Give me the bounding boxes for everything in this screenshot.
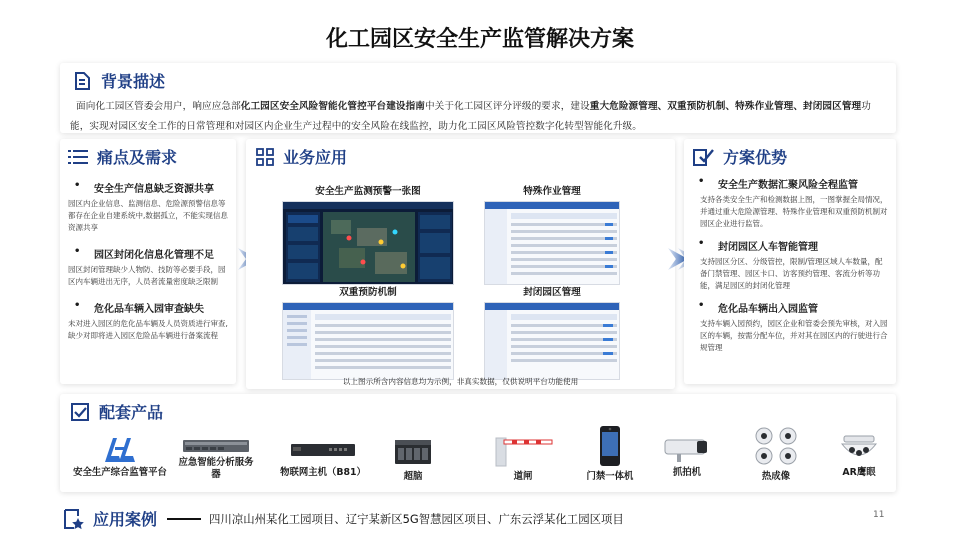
- dash-divider: [167, 518, 201, 520]
- pain-item-title: 危化品车辆入园审查缺失: [94, 304, 204, 315]
- product-item: [482, 430, 564, 483]
- page-number: 11: [873, 510, 885, 520]
- cases-heading-text: 应用案例: [93, 510, 158, 529]
- advantage-item-title: 封闭园区人车智能管理: [718, 242, 818, 253]
- background-heading: [74, 69, 886, 92]
- super-brain-nvr-icon: [393, 434, 433, 468]
- product-label: 门禁一体机: [586, 471, 634, 482]
- advantage-item-desc: 支持车辆入园预约，园区企业和管委会预先审核，对入园区的车辆，按需分配车位，并对其在园区内的行驶进行合规管理: [700, 319, 888, 352]
- product-item: [830, 432, 888, 479]
- disclaimer-note: 以上图示所含内容信息均为示例，非真实数据，仅供说明平台功能使用: [342, 377, 579, 386]
- bg-text-part: 面向化工园区管委会用户，响应应急部: [76, 101, 241, 112]
- cases-section: [62, 507, 624, 530]
- product-label: 超脑: [403, 471, 423, 482]
- product-item: [388, 434, 438, 483]
- pain-item-title: 安全生产信息缺乏资源共享: [94, 184, 214, 195]
- bg-text-part: 功能，实现对园区安全工作的日常管理和对园区内企业生产过程中的安全风险在线监控，助力化工园区风险管控数字化转型智能化升级。: [70, 101, 871, 132]
- background-heading-text: 背景描述: [101, 72, 166, 91]
- rack-server-icon: [182, 438, 250, 454]
- bg-text-part: 中关于化工园区评分评级的要求，建设: [424, 101, 590, 112]
- business-heading-text: 业务应用: [283, 148, 348, 167]
- bullet-camera-icon: [661, 434, 713, 464]
- access-terminal-icon: [598, 424, 622, 468]
- bg-text-part-bold: 重大危险源管理、双重预防机制、特殊作业管理、封闭园区管理: [589, 101, 862, 112]
- product-item: [178, 438, 254, 481]
- bg-text-part-bold: 化工园区安全风险智能化管控平台建设指南: [240, 101, 425, 112]
- dashboard-image: [282, 201, 454, 285]
- screenshot-closed-park: [484, 284, 620, 380]
- pain-heading: [68, 145, 228, 168]
- product-label: AR鹰眼: [842, 467, 876, 478]
- pain-item: • 危化品车辆入园审查缺失 未对进入园区的危化品车辆及人员资质进行审查,缺少对即将进入园区危险品车辆进行备案流程: [68, 300, 228, 340]
- screenshot-caption: 安全生产监测预警一张图: [315, 186, 421, 197]
- product-item: [272, 438, 374, 479]
- products-heading-text: 配套产品: [99, 403, 164, 422]
- document-icon: [74, 71, 92, 91]
- barrier-gate-icon: [492, 430, 554, 468]
- screenshot-dual-prevention: [282, 284, 454, 380]
- business-heading: [256, 145, 665, 168]
- table-screenshot-image: [282, 302, 454, 380]
- advantage-item: • 危化品车辆出入园监管 支持车辆入园预约，园区企业和管委会预先审核，对入园区的车辆，按需分配车位，并对其在园区内的行驶进行合规管理: [692, 300, 888, 354]
- checkbox-icon: [70, 402, 90, 422]
- screenshot-monitoring: [282, 183, 454, 285]
- screenshot-caption: 特殊作业管理: [523, 186, 581, 197]
- pain-item-desc: 园区内企业信息、监测信息、危险源预警信息等都存在企业自建系统中,数据孤立，不能实现信息资源共享: [68, 199, 228, 232]
- product-label: 道闸: [513, 471, 533, 482]
- list-icon: [68, 149, 88, 165]
- product-label: 物联网主机（B81）: [280, 467, 366, 478]
- product-label: 热成像: [761, 471, 791, 482]
- screenshot-caption: 封闭园区管理: [523, 287, 581, 298]
- pain-item-title: 园区封闭化信息化管理不足: [94, 250, 214, 261]
- advantages-heading: [692, 145, 888, 168]
- page-title: 化工园区安全生产监管解决方案: [325, 27, 634, 52]
- table-screenshot-image: [484, 302, 620, 380]
- advantage-item-title: 安全生产数据汇聚风险全程监管: [718, 180, 858, 191]
- advantage-item-title: 危化品车辆出入园监管: [718, 304, 818, 315]
- product-item: [574, 424, 646, 483]
- cases-heading: [62, 507, 157, 530]
- advantage-item: • 安全生产数据汇聚风险全程监管 支持各类安全生产和检测数据上图，一图掌握全局情况，并通过重大危险源管理、特殊作业管理和双重预防机制对园区企业进行监管。: [692, 176, 888, 230]
- pain-panel: [60, 139, 236, 384]
- product-item: [748, 424, 804, 483]
- advantage-item-desc: 支持园区分区、分级管控，限制/管理区域人车数量，配备门禁管理、园区卡口、访客预约管理、客流分析等功能，满足园区的封闭化管理: [700, 257, 883, 290]
- advantages-heading-text: 方案优势: [723, 148, 788, 167]
- product-label: 应急智能分析服务器: [178, 457, 254, 480]
- pain-item-desc: 园区封闭管理缺少人物防、技防等必要手段，园区内车辆进出无序，人员者流量密度缺乏限制: [68, 265, 226, 286]
- advantages-panel: [684, 139, 896, 384]
- iot-host-icon: [289, 438, 357, 464]
- advantage-item: • 封闭园区人车智能管理 支持园区分区、分级管控，限制/管理区域人车数量，配备门禁管理、园区卡口、访客预约管理、客流分析等功能，满足园区的封闭化管理: [692, 238, 888, 292]
- thermal-camera-icon: [750, 424, 802, 468]
- products-heading: [70, 400, 886, 423]
- bookmark-star-icon: [62, 508, 84, 530]
- cases-line: [167, 511, 624, 527]
- cases-text: 四川凉山州某化工园项目、辽宁某新区5G智慧园区项目、广东云浮某化工园区项目: [209, 511, 624, 526]
- product-label: 抓拍机: [672, 467, 702, 478]
- background-panel: [60, 63, 896, 133]
- product-item: [62, 434, 178, 479]
- business-panel: [246, 139, 675, 389]
- pain-item: • 安全生产信息缺乏资源共享 园区内企业信息、监测信息、危险源预警信息等都存在企业自建系统中,数据孤立，不能实现信息资源共享: [68, 180, 228, 232]
- ar-eagle-eye-icon: [838, 432, 880, 464]
- table-screenshot-image: [484, 201, 620, 285]
- advantage-item-desc: 支持各类安全生产和检测数据上图，一图掌握全局情况，并通过重大危险源管理、特殊作业管理和双重预防机制对园区企业进行监管。: [700, 195, 888, 228]
- screenshot-caption: 双重预防机制: [339, 287, 397, 298]
- products-panel: [60, 394, 896, 492]
- product-label: 安全生产综合监管平台: [73, 467, 167, 478]
- screenshot-special-ops: [484, 183, 620, 285]
- product-item: [660, 434, 714, 479]
- background-text: [70, 97, 886, 137]
- grid-icon: [256, 148, 274, 166]
- pain-item: • 园区封闭化信息化管理不足 园区封闭管理缺少人物防、技防等必要手段，园区内车辆进出无序，人员者流量密度缺乏限制: [68, 246, 228, 288]
- platform-logo-icon: [102, 434, 138, 464]
- checklist-icon: [692, 147, 714, 167]
- pain-item-desc: 未对进入园区的危化品车辆及人员资质进行审查,缺少对即将进入园区危险品车辆进行备案流程: [68, 319, 228, 340]
- pain-heading-text: 痛点及需求: [97, 148, 178, 167]
